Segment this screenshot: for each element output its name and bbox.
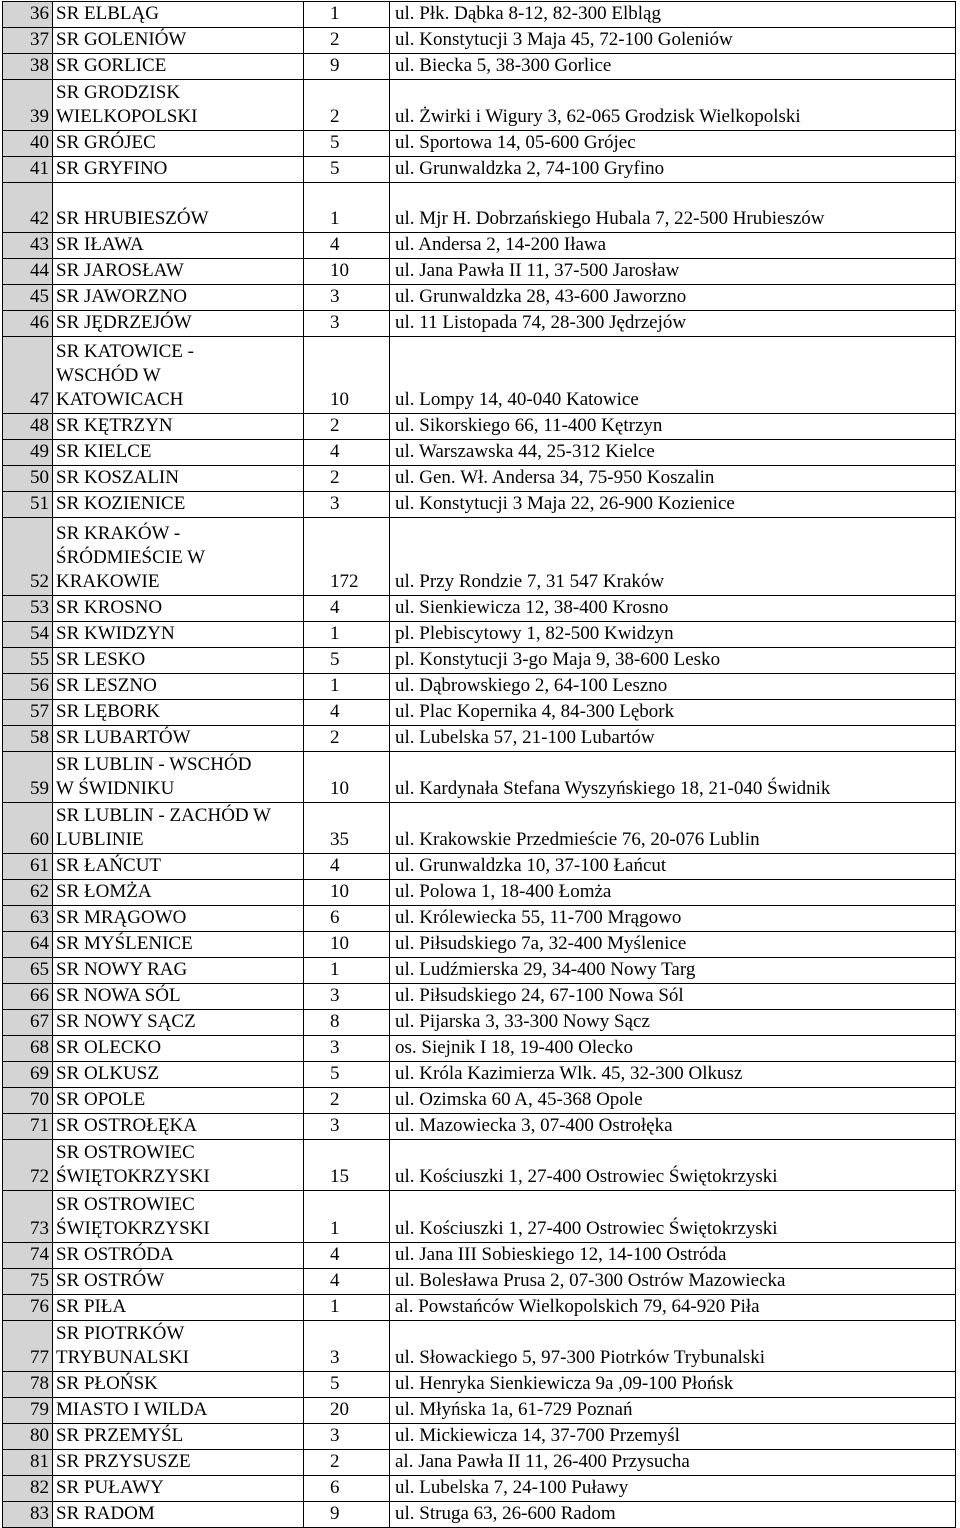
table-row [3,596,956,622]
staff-count: 3 [304,1424,390,1450]
row-number: 71 [3,1114,53,1140]
court-name: SR PRZYSUSZE [53,1450,304,1476]
court-address: ul. Biecka 5, 38-300 Gorlice [390,54,956,80]
row-number: 58 [3,726,53,752]
table-row [3,1114,956,1140]
table-row [3,285,956,311]
table-row [3,311,956,337]
table-row [3,440,956,466]
courts-table [2,1,956,1528]
row-number: 45 [3,285,53,311]
row-number: 70 [3,1088,53,1114]
court-name: SR OSTROWIEC ŚWIĘTOKRZYSKI [53,1191,304,1243]
row-number: 51 [3,492,53,518]
court-name: SR OLKUSZ [53,1062,304,1088]
table-row [3,54,956,80]
table-row [3,1502,956,1528]
court-name: SR JAWORZNO [53,285,304,311]
table-row [3,466,956,492]
court-address: ul. Grunwaldzka 28, 43-600 Jaworzno [390,285,956,311]
court-address: os. Siejnik I 18, 19-400 Olecko [390,1036,956,1062]
table-row [3,1062,956,1088]
court-address: ul. Bolesława Prusa 2, 07-300 Ostrów Mazowiecka [390,1269,956,1295]
court-name: SR OSTROWIEC ŚWIĘTOKRZYSKI [53,1140,304,1191]
court-name: SR OSTRÓDA [53,1243,304,1269]
court-name: SR PIOTRKÓW TRYBUNALSKI [53,1321,304,1372]
staff-count: 1 [304,674,390,700]
staff-count: 3 [304,1114,390,1140]
staff-count: 6 [304,906,390,932]
table-row [3,28,956,54]
staff-count: 3 [304,311,390,337]
staff-count: 9 [304,1502,390,1528]
court-name: SR LĘBORK [53,700,304,726]
row-number: 60 [3,803,53,854]
staff-count: 3 [304,1321,390,1372]
row-number: 41 [3,157,53,183]
staff-count: 3 [304,984,390,1010]
staff-count: 1 [304,1191,390,1243]
table-row [3,1243,956,1269]
court-address: ul. Mjr H. Dobrzańskiego Hubala 7, 22-500 Hrubieszów [390,183,956,233]
court-name: SR OPOLE [53,1088,304,1114]
court-name: SR OLECKO [53,1036,304,1062]
row-number: 56 [3,674,53,700]
staff-count: 4 [304,1243,390,1269]
table-row [3,1036,956,1062]
staff-count: 2 [304,80,390,131]
staff-count: 4 [304,854,390,880]
court-address: pl. Konstytucji 3-go Maja 9, 38-600 Lesko [390,648,956,674]
court-address: ul. Andersa 2, 14-200 Iława [390,233,956,259]
table-row [3,1424,956,1450]
court-address: ul. Lubelska 57, 21-100 Lubartów [390,726,956,752]
row-number: 74 [3,1243,53,1269]
court-name: SR JĘDRZEJÓW [53,311,304,337]
staff-count: 10 [304,932,390,958]
row-number: 52 [3,518,53,596]
row-number: 72 [3,1140,53,1191]
court-address: ul. Jana III Sobieskiego 12, 14-100 Ostróda [390,1243,956,1269]
staff-count: 5 [304,157,390,183]
table-row [3,233,956,259]
row-number: 81 [3,1450,53,1476]
row-number: 39 [3,80,53,131]
table-row [3,854,956,880]
court-address: ul. Piłsudskiego 24, 67-100 Nowa Sól [390,984,956,1010]
table-row [3,1372,956,1398]
staff-count: 20 [304,1398,390,1424]
table-row [3,880,956,906]
row-number: 57 [3,700,53,726]
court-address: ul. Konstytucji 3 Maja 22, 26-900 Kozienice [390,492,956,518]
court-address: ul. Grunwaldzka 2, 74-100 Gryfino [390,157,956,183]
staff-count: 2 [304,1450,390,1476]
court-address: ul. Henryka Sienkiewicza 9a ,09-100 Płońsk [390,1372,956,1398]
court-address: al. Jana Pawła II 11, 26-400 Przysucha [390,1450,956,1476]
table-row [3,752,956,803]
court-address: ul. Kościuszki 1, 27-400 Ostrowiec Świętokrzyski [390,1140,956,1191]
staff-count: 4 [304,596,390,622]
row-number: 42 [3,183,53,233]
court-address: ul. Konstytucji 3 Maja 45, 72-100 Goleniów [390,28,956,54]
table-row [3,1010,956,1036]
staff-count: 1 [304,2,390,28]
court-name: SR ELBLĄG [53,2,304,28]
row-number: 48 [3,414,53,440]
table-row [3,1088,956,1114]
court-name: SR GRYFINO [53,157,304,183]
staff-count: 5 [304,1372,390,1398]
court-address: ul. Dąbrowskiego 2, 64-100 Leszno [390,674,956,700]
table-row [3,803,956,854]
row-number: 66 [3,984,53,1010]
court-name: SR NOWY RAG [53,958,304,984]
row-number: 64 [3,932,53,958]
table-row [3,80,956,131]
court-name: SR PŁOŃSK [53,1372,304,1398]
row-number: 65 [3,958,53,984]
court-address: ul. Lompy 14, 40-040 Katowice [390,337,956,414]
table-row [3,1295,956,1321]
court-name: SR GRÓJEC [53,131,304,157]
staff-count: 5 [304,648,390,674]
court-name: SR PIŁA [53,1295,304,1321]
row-number: 62 [3,880,53,906]
staff-count: 10 [304,259,390,285]
table-row [3,932,956,958]
row-number: 37 [3,28,53,54]
table-row [3,1450,956,1476]
staff-count: 35 [304,803,390,854]
table-row [3,674,956,700]
table-row [3,1476,956,1502]
court-address: ul. Struga 63, 26-600 Radom [390,1502,956,1528]
court-address: al. Powstańców Wielkopolskich 79, 64-920 Piła [390,1295,956,1321]
row-number: 68 [3,1036,53,1062]
court-address: ul. Jana Pawła II 11, 37-500 Jarosław [390,259,956,285]
row-number: 50 [3,466,53,492]
staff-count: 4 [304,1269,390,1295]
court-address: ul. Ozimska 60 A, 45-368 Opole [390,1088,956,1114]
court-name: MIASTO I WILDA [53,1398,304,1424]
court-name: SR LUBARTÓW [53,726,304,752]
court-address: pl. Plebiscytowy 1, 82-500 Kwidzyn [390,622,956,648]
staff-count: 10 [304,880,390,906]
court-name: SR PRZEMYŚL [53,1424,304,1450]
staff-count: 10 [304,752,390,803]
court-address: ul. Gen. Wł. Andersa 34, 75-950 Koszalin [390,466,956,492]
court-address: ul. Mazowiecka 3, 07-400 Ostrołęka [390,1114,956,1140]
court-name: SR ŁOMŻA [53,880,304,906]
court-name: SR LESKO [53,648,304,674]
staff-count: 2 [304,28,390,54]
staff-count: 4 [304,233,390,259]
court-address: ul. Kardynała Stefana Wyszyńskiego 18, 21-040 Świdnik [390,752,956,803]
table-row [3,1321,956,1372]
staff-count: 1 [304,622,390,648]
staff-count: 1 [304,958,390,984]
table-row [3,131,956,157]
court-name: SR MYŚLENICE [53,932,304,958]
court-name: SR KATOWICE - WSCHÓD W KATOWICACH [53,337,304,414]
row-number: 63 [3,906,53,932]
court-address: ul. Sikorskiego 66, 11-400 Kętrzyn [390,414,956,440]
table-body [3,2,956,1528]
court-name: SR NOWY SĄCZ [53,1010,304,1036]
row-number: 44 [3,259,53,285]
table-row [3,2,956,28]
row-number: 46 [3,311,53,337]
court-address: ul. Krakowskie Przedmieście 76, 20-076 Lublin [390,803,956,854]
table-row [3,183,956,233]
court-name: SR GORLICE [53,54,304,80]
court-address: ul. Młyńska 1a, 61-729 Poznań [390,1398,956,1424]
court-name: SR OSTRÓW [53,1269,304,1295]
court-address: ul. Pijarska 3, 33-300 Nowy Sącz [390,1010,956,1036]
court-address: ul. Przy Rondzie 7, 31 547 Kraków [390,518,956,596]
court-address: ul. Kościuszki 1, 27-400 Ostrowiec Świętokrzyski [390,1191,956,1243]
row-number: 53 [3,596,53,622]
court-address: ul. Plac Kopernika 4, 84-300 Lębork [390,700,956,726]
row-number: 40 [3,131,53,157]
table-row [3,906,956,932]
table-row [3,518,956,596]
staff-count: 6 [304,1476,390,1502]
staff-count: 2 [304,1088,390,1114]
row-number: 79 [3,1398,53,1424]
court-name: SR LUBLIN - ZACHÓD W LUBLINIE [53,803,304,854]
court-address: ul. Sienkiewicza 12, 38-400 Krosno [390,596,956,622]
court-name: SR PUŁAWY [53,1476,304,1502]
staff-count: 9 [304,54,390,80]
court-address: ul. 11 Listopada 74, 28-300 Jędrzejów [390,311,956,337]
staff-count: 5 [304,1062,390,1088]
row-number: 67 [3,1010,53,1036]
court-name: SR JAROSŁAW [53,259,304,285]
table-row [3,700,956,726]
staff-count: 4 [304,700,390,726]
staff-count: 8 [304,1010,390,1036]
court-name: SR NOWA SÓL [53,984,304,1010]
staff-count: 1 [304,183,390,233]
row-number: 76 [3,1295,53,1321]
court-address: ul. Polowa 1, 18-400 Łomża [390,880,956,906]
court-name: SR GRODZISK WIELKOPOLSKI [53,80,304,131]
row-number: 54 [3,622,53,648]
court-name: SR LUBLIN - WSCHÓD W ŚWIDNIKU [53,752,304,803]
table-row [3,622,956,648]
court-address: ul. Płk. Dąbka 8-12, 82-300 Elbląg [390,2,956,28]
court-address: ul. Sportowa 14, 05-600 Grójec [390,131,956,157]
staff-count: 2 [304,414,390,440]
court-name: SR KWIDZYN [53,622,304,648]
table-row [3,157,956,183]
staff-count: 10 [304,337,390,414]
row-number: 55 [3,648,53,674]
staff-count: 2 [304,726,390,752]
court-name: SR KOZIENICE [53,492,304,518]
court-address: ul. Słowackiego 5, 97-300 Piotrków Trybunalski [390,1321,956,1372]
court-address: ul. Piłsudskiego 7a, 32-400 Myślenice [390,932,956,958]
row-number: 83 [3,1502,53,1528]
table-row [3,984,956,1010]
staff-count: 2 [304,466,390,492]
staff-count: 3 [304,492,390,518]
table-row [3,1191,956,1243]
court-address: ul. Warszawska 44, 25-312 Kielce [390,440,956,466]
court-address: ul. Lubelska 7, 24-100 Puławy [390,1476,956,1502]
court-address: ul. Grunwaldzka 10, 37-100 Łańcut [390,854,956,880]
row-number: 75 [3,1269,53,1295]
court-name: SR KĘTRZYN [53,414,304,440]
table-row [3,414,956,440]
court-name: SR MRĄGOWO [53,906,304,932]
row-number: 82 [3,1476,53,1502]
table-row [3,259,956,285]
row-number: 43 [3,233,53,259]
staff-count: 172 [304,518,390,596]
staff-count: 3 [304,285,390,311]
court-address: ul. Mickiewicza 14, 37-700 Przemyśl [390,1424,956,1450]
table-row [3,726,956,752]
court-address: ul. Króla Kazimierza Wlk. 45, 32-300 Olkusz [390,1062,956,1088]
court-name: SR KOSZALIN [53,466,304,492]
court-name: SR RADOM [53,1502,304,1528]
row-number: 59 [3,752,53,803]
row-number: 80 [3,1424,53,1450]
table-row [3,648,956,674]
court-name: SR KIELCE [53,440,304,466]
staff-count: 15 [304,1140,390,1191]
table-row [3,1269,956,1295]
table-row [3,492,956,518]
row-number: 49 [3,440,53,466]
staff-count: 4 [304,440,390,466]
court-name: SR LESZNO [53,674,304,700]
court-name: SR OSTROŁĘKA [53,1114,304,1140]
court-name: SR KRAKÓW - ŚRÓDMIEŚCIE W KRAKOWIE [53,518,304,596]
court-name: SR GOLENIÓW [53,28,304,54]
court-address: ul. Ludźmierska 29, 34-400 Nowy Targ [390,958,956,984]
table-row [3,337,956,414]
table-row [3,1140,956,1191]
court-name: SR HRUBIESZÓW [53,183,304,233]
staff-count: 1 [304,1295,390,1321]
row-number: 61 [3,854,53,880]
court-address: ul. Królewiecka 55, 11-700 Mrągowo [390,906,956,932]
row-number: 78 [3,1372,53,1398]
court-address: ul. Żwirki i Wigury 3, 62-065 Grodzisk Wielkopolski [390,80,956,131]
court-name: SR IŁAWA [53,233,304,259]
court-name: SR KROSNO [53,596,304,622]
row-number: 47 [3,337,53,414]
table-row [3,958,956,984]
row-number: 73 [3,1191,53,1243]
row-number: 69 [3,1062,53,1088]
court-name: SR ŁAŃCUT [53,854,304,880]
row-number: 38 [3,54,53,80]
staff-count: 3 [304,1036,390,1062]
table-row [3,1398,956,1424]
staff-count: 5 [304,131,390,157]
row-number: 36 [3,2,53,28]
row-number: 77 [3,1321,53,1372]
